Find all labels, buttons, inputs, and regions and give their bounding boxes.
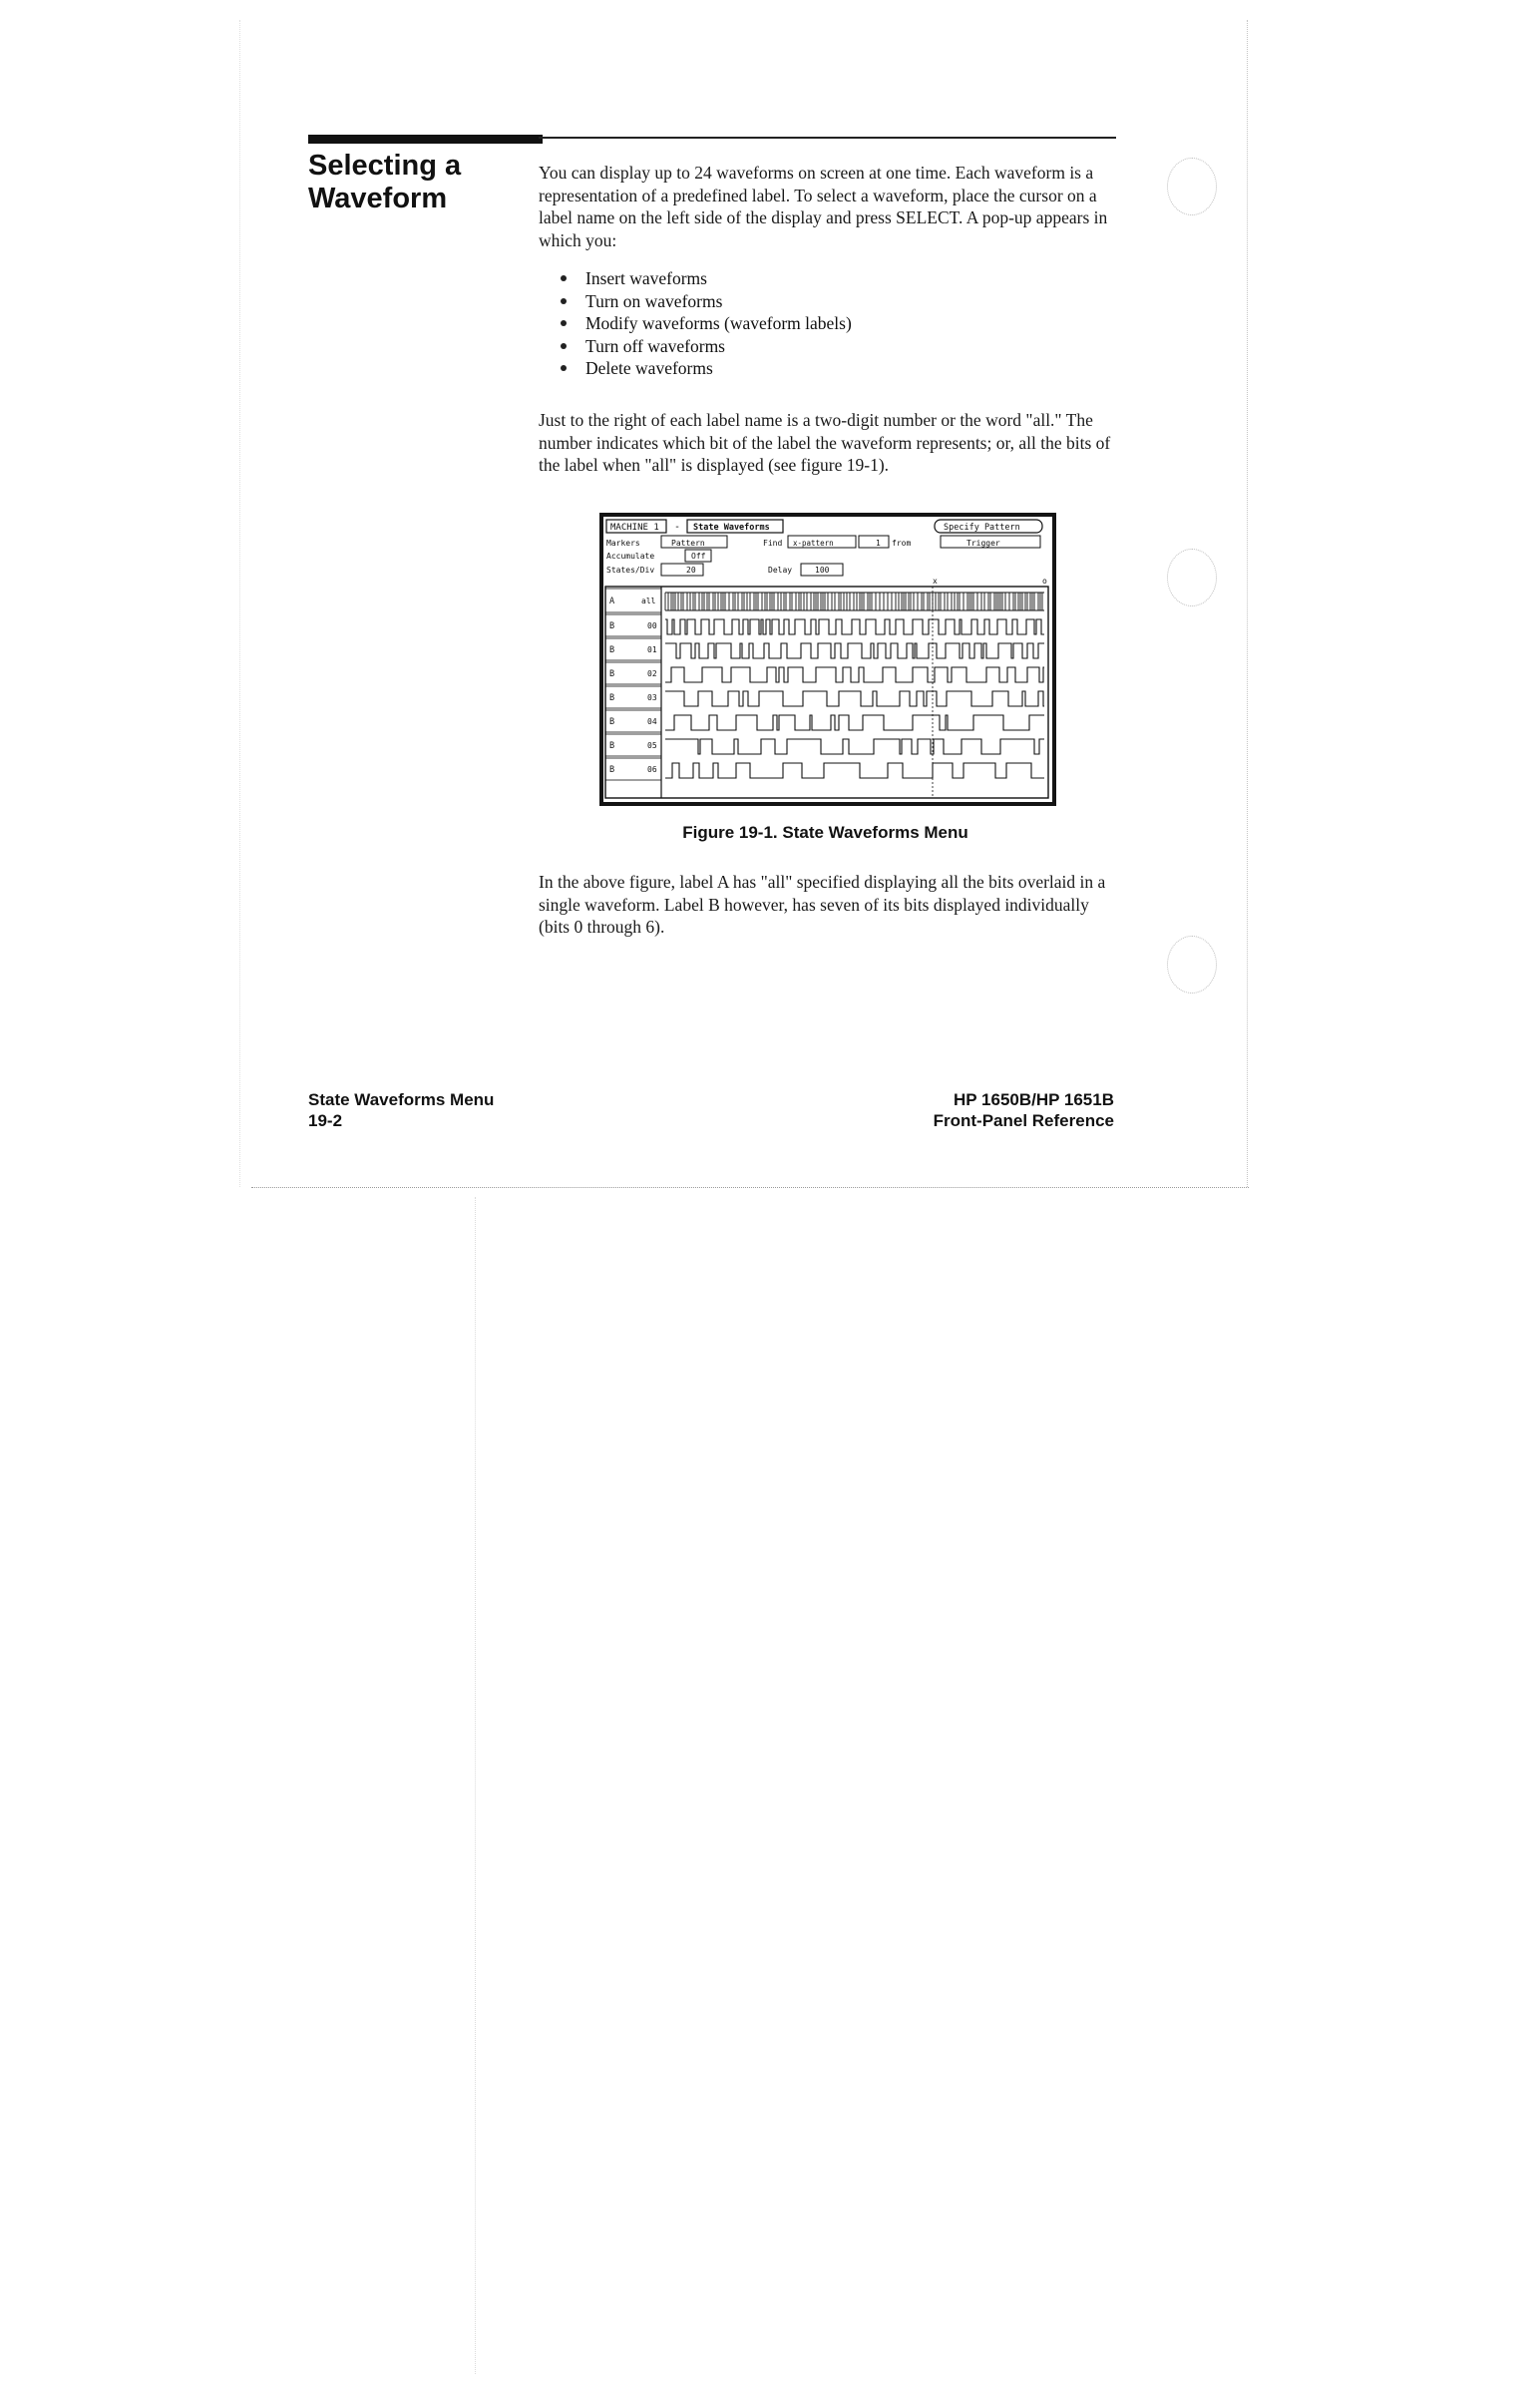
- list-item: Turn on waveforms: [559, 290, 852, 313]
- binding-line: [475, 1197, 476, 2374]
- waveform-label-name: B: [609, 693, 615, 703]
- label-bits-paragraph: Just to the right of each label name is a two-digit number or the word "all." The number indicates which bit of the label the waveform represents; or, all the bits of the label when "all" is displayed (see figure 19-1).: [539, 410, 1111, 475]
- waveform-trace: [665, 763, 1044, 778]
- footer-model: HP 1650B/HP 1651B: [954, 1090, 1114, 1109]
- waveform-label-name: B: [609, 765, 615, 775]
- waveform-label-bit: 01: [647, 645, 657, 654]
- section-heading-line1: Selecting a: [308, 150, 462, 182]
- markers-label: Markers: [606, 539, 640, 548]
- waveform-trace: [665, 593, 1044, 610]
- figure-explanation-paragraph: In the above figure, label A has "all" specified displaying all the bits overlaid in a single waveform. Label B however, has seven of its bits displayed individually (bits 0 through 6).: [539, 872, 1106, 937]
- header-dash: -: [674, 522, 681, 533]
- punch-hole: [1167, 158, 1217, 215]
- page-number: 19-2: [308, 1111, 343, 1130]
- bullet-icon: [561, 298, 567, 304]
- states-div-value: 20: [686, 566, 696, 575]
- waveform-screen: [603, 517, 1052, 802]
- waveform-label-bit: 06: [647, 765, 657, 774]
- bullet-icon: [561, 275, 567, 281]
- footer-manual-title: Front-Panel Reference: [933, 1111, 1114, 1130]
- list-item: Delete waveforms: [559, 357, 852, 380]
- waveform-label-bit: 03: [647, 693, 657, 702]
- markers-value: Pattern: [671, 539, 705, 548]
- waveform-label-name: A: [609, 597, 615, 606]
- footer-right: [818, 1089, 1114, 1131]
- delay-label: Delay: [768, 566, 793, 575]
- bullet-icon: [561, 320, 567, 326]
- find-value: x-pattern: [793, 539, 834, 548]
- waveform-traces: [665, 593, 1044, 778]
- waveform-label-name: B: [609, 669, 615, 679]
- waveform-trace: [665, 739, 1044, 754]
- intro-paragraph: You can display up to 24 waveforms on screen at one time. Each waveform is a representation of a predefined label. To select a waveform, place the cursor on a label name on the left side of the display and press SELECT. A pop-up appears in which you:: [539, 163, 1108, 250]
- page-edge-right: [1247, 20, 1248, 1187]
- section-rule-thick: [308, 135, 543, 144]
- states-div-label: States/Div: [606, 566, 655, 575]
- waveform-trace: [665, 643, 1044, 658]
- list-item: Insert waveforms: [559, 267, 852, 290]
- waveform-label-name: B: [609, 717, 615, 727]
- waveform-label-bit: 04: [647, 717, 657, 726]
- delay-value: 100: [815, 566, 830, 575]
- waveform-trace: [665, 619, 1044, 634]
- waveform-trace: [665, 667, 1044, 682]
- section-heading-line2: Waveform: [308, 183, 448, 214]
- punch-hole: [1167, 549, 1217, 606]
- menu-field-text: State Waveforms: [693, 523, 770, 533]
- bullet-icon: [561, 343, 567, 349]
- waveform-trace: [665, 715, 1044, 730]
- waveform-label-name: B: [609, 621, 615, 631]
- find-label: Find: [763, 539, 783, 548]
- waveform-label-bit: all: [641, 597, 656, 605]
- state-waveforms-figure: [599, 513, 1056, 806]
- page-edge-left: [239, 20, 240, 1187]
- specify-pattern-text: Specify Pattern: [944, 523, 1020, 533]
- bullet-list: [559, 267, 852, 380]
- waveform-label-bit: 05: [647, 741, 657, 750]
- list-item: Turn off waveforms: [559, 335, 852, 358]
- waveform-label-bit: 00: [647, 621, 657, 630]
- punch-hole: [1167, 936, 1217, 994]
- x-marker: x: [933, 577, 938, 586]
- footer-left: [308, 1089, 494, 1131]
- bullet-icon: [561, 365, 567, 371]
- section-heading: [308, 150, 528, 215]
- waveform-label-name: B: [609, 645, 615, 655]
- footer-section-title: State Waveforms Menu: [308, 1090, 495, 1109]
- figure-caption: Figure 19-1. State Waveforms Menu: [682, 823, 968, 842]
- o-marker: o: [1042, 577, 1047, 586]
- machine-field-text: MACHINE 1: [610, 523, 659, 533]
- states-div-field: [661, 564, 703, 576]
- from-value: Trigger: [966, 539, 1000, 548]
- page-edge-bottom: [251, 1187, 1249, 1188]
- list-item: Modify waveforms (waveform labels): [559, 312, 852, 335]
- accumulate-label: Accumulate: [606, 552, 655, 561]
- section-rule: [539, 137, 1116, 139]
- from-label: from: [892, 539, 912, 548]
- accumulate-value: Off: [691, 552, 706, 561]
- waveform-labels: [605, 589, 661, 780]
- waveform-label-name: B: [609, 741, 615, 751]
- find-count-field: [859, 536, 889, 548]
- waveform-label-bit: 02: [647, 669, 657, 678]
- find-count: 1: [876, 539, 881, 548]
- waveform-trace: [665, 691, 1044, 706]
